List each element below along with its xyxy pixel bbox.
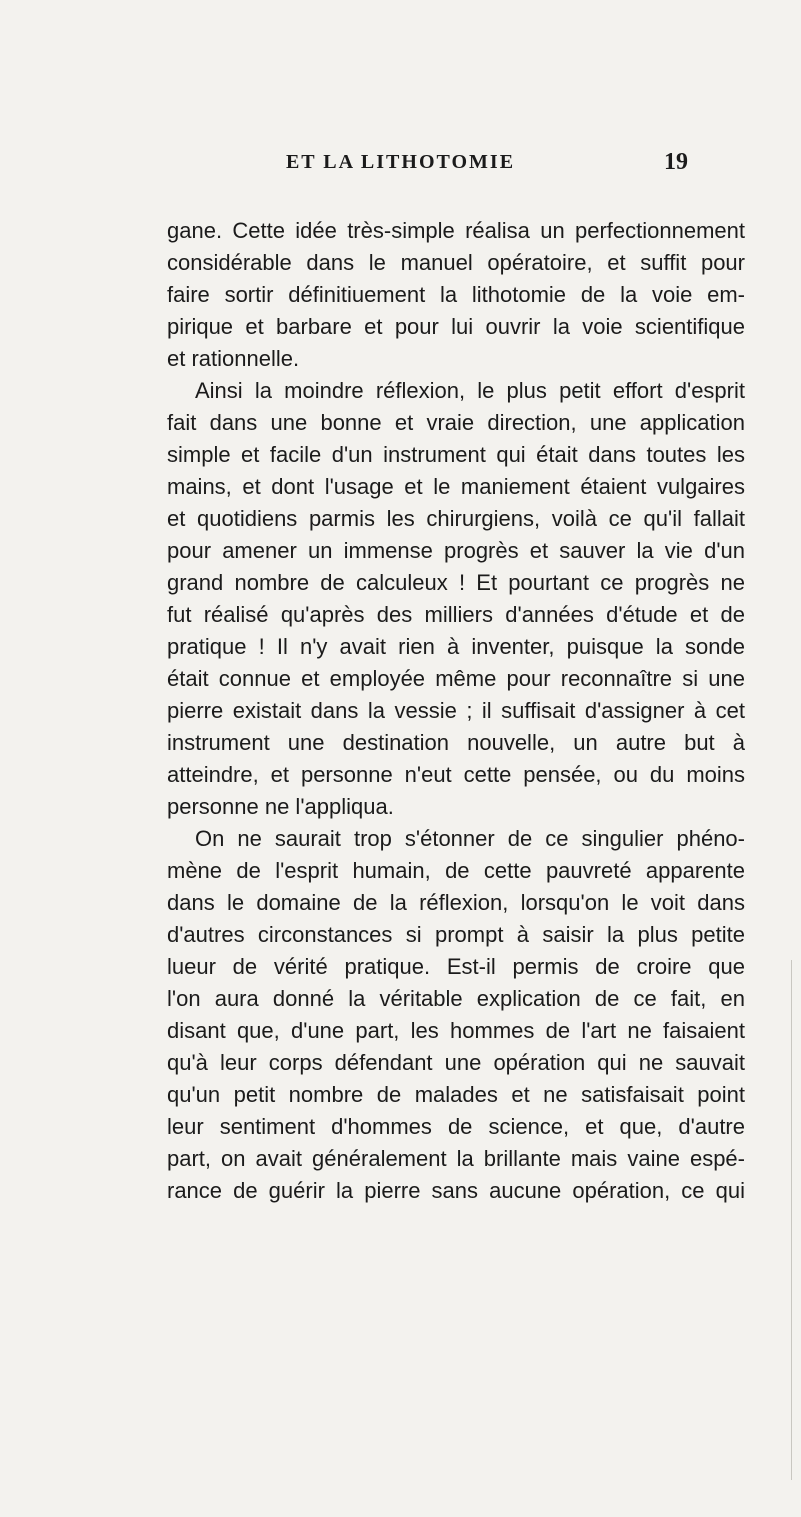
text-line: personne ne l'appliqua. (167, 794, 394, 819)
text-line: d'autres circonstances si prompt à saisir la plus petite (167, 922, 745, 947)
running-title: ET LA LITHOTOMIE (285, 151, 516, 173)
text-line: pierre existait dans la vessie ; il suffisait d'assigner à cet (167, 698, 745, 723)
text-line: était connue et employée même pour reconnaître si une (167, 666, 745, 691)
text-line: fut réalisé qu'après des milliers d'années d'étude et de (167, 602, 745, 627)
text-line: grand nombre de calculeux ! Et pourtant ce progrès ne (167, 570, 745, 595)
text-line: et rationnelle. (167, 346, 300, 371)
body-text (167, 215, 745, 1207)
text-line: faire sortir définitiuement la lithotomie de la voie em- (167, 282, 745, 307)
text-line: fait dans une bonne et vraie direction, une application (167, 410, 745, 435)
text-line: simple et facile d'un instrument qui était dans toutes les (167, 442, 745, 467)
text-line: pratique ! Il n'y avait rien à inventer, puisque la sonde (167, 634, 745, 659)
text-line: gane. Cette idée très-simple réalisa un perfectionnement (167, 218, 745, 243)
text-line: rance de guérir la pierre sans aucune opération, ce qui (167, 1178, 745, 1203)
text-line: Ainsi la moindre réflexion, le plus petit effort d'esprit (195, 378, 745, 403)
text-line: qu'un petit nombre de malades et ne satisfaisait point (167, 1082, 745, 1107)
text-line: part, on avait généralement la brillante mais vaine espé- (167, 1146, 745, 1171)
text-line: dans le domaine de la réflexion, lorsqu'on le voit dans (167, 890, 745, 915)
text-line: pirique et barbare et pour lui ouvrir la voie scientifique (167, 314, 745, 339)
text-line: et quotidiens parmis les chirurgiens, voilà ce qu'il fallait (167, 506, 745, 531)
text-line: disant que, d'une part, les hommes de l'art ne faisaient (167, 1018, 745, 1043)
text-line: pour amener un immense progrès et sauver la vie d'un (167, 538, 745, 563)
text-line: atteindre, et personne n'eut cette pensée, ou du moins (167, 762, 745, 787)
text-line: qu'à leur corps défendant une opération qui ne sauvait (167, 1050, 745, 1075)
text-line: instrument une destination nouvelle, un autre but à (167, 730, 745, 755)
text-line: lueur de vérité pratique. Est-il permis de croire que (167, 954, 745, 979)
text-line: leur sentiment d'hommes de science, et que, d'autre (167, 1114, 745, 1139)
text-line: On ne saurait trop s'étonner de ce singulier phéno- (195, 826, 745, 851)
text-line: mains, et dont l'usage et le maniement étaient vulgaires (167, 474, 745, 499)
page-number: 19 (664, 149, 688, 175)
scan-edge-line (791, 960, 792, 1480)
text-line: l'on aura donné la véritable explication de ce fait, en (167, 986, 745, 1011)
running-head (0, 151, 801, 181)
text-line: mène de l'esprit humain, de cette pauvreté apparente (167, 858, 745, 883)
text-line: considérable dans le manuel opératoire, et suffit pour (167, 250, 745, 275)
